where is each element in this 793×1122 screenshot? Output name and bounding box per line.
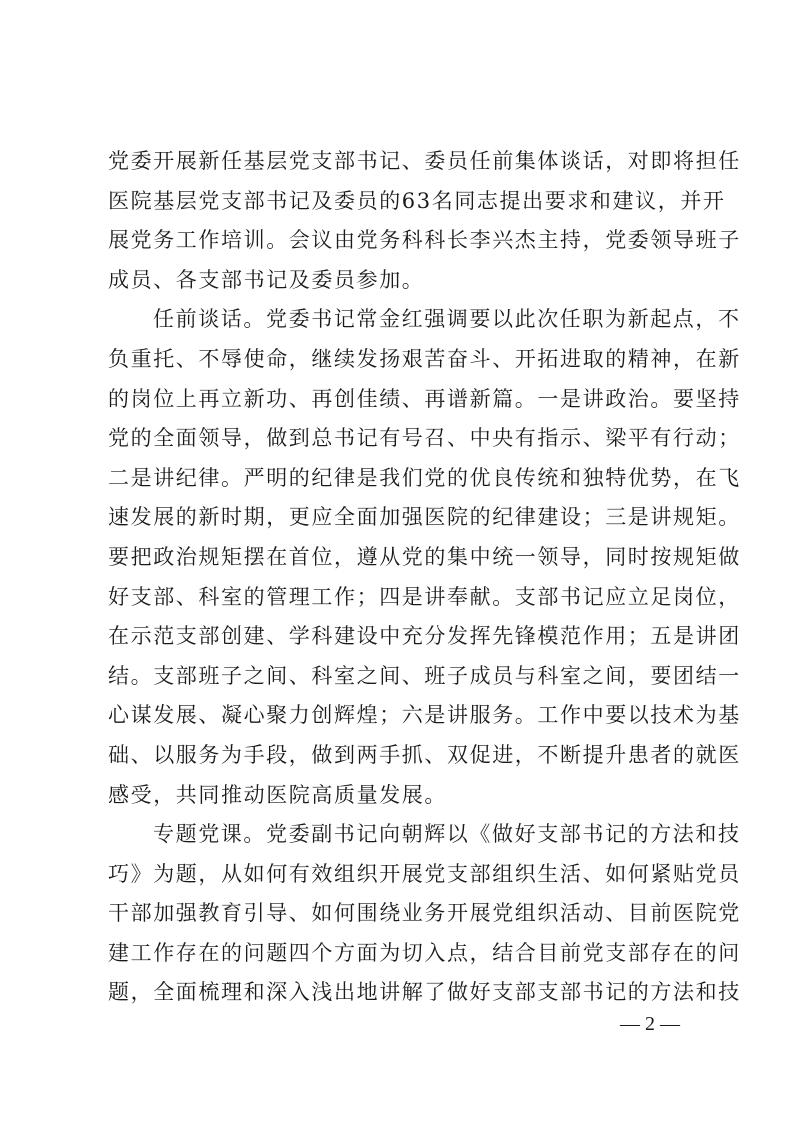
text-line: 题，全面梳理和深入浅出地讲解了做好支部支部书记的方法和技 bbox=[108, 980, 741, 1005]
text-line: 二是讲纪律。严明的纪律是我们党的优良传统和独特优势，在飞 bbox=[108, 465, 741, 490]
text-line: 好支部、科室的管理工作；四是讲奉献。支部书记应立足岗位， bbox=[108, 584, 741, 609]
text-line: 心谋发展、凝心聚力创辉煌；六是讲服务。工作中要以技术为基 bbox=[108, 703, 741, 728]
text-line: 的岗位上再立新功、再创佳绩、再谱新篇。一是讲政治。要坚持 bbox=[108, 386, 741, 411]
text-line: 医院基层党支部书记及委员的63名同志提出要求和建议，并开 bbox=[108, 188, 726, 213]
text-line: 党的全面领导，做到总书记有号召、中央有指示、梁平有行动； bbox=[108, 426, 741, 451]
text-line: 础、以服务为手段，做到两手抓、双促进，不断提升患者的就医 bbox=[108, 742, 741, 767]
paragraph-start-line: 专题党课。党委副书记向朝辉以《做好支部书记的方法和技 bbox=[153, 822, 741, 847]
text-line: 速发展的新时期，更应全面加强医院的纪律建设；三是讲规矩。 bbox=[108, 505, 741, 530]
text-line: 干部加强教育引导、如何围绕业务开展党组织活动、目前医院党 bbox=[108, 901, 741, 926]
text-line: 成员、各支部书记及委员参加。 bbox=[108, 267, 425, 292]
text-line: 展党务工作培训。会议由党务科科长李兴杰主持，党委领导班子 bbox=[108, 228, 741, 253]
text-line: 党委开展新任基层党支部书记、委员任前集体谈话，对即将担任 bbox=[108, 149, 741, 173]
text-line: 结。支部班子之间、科室之间、班子成员与科室之间，要团结一 bbox=[108, 663, 741, 688]
paragraph-start-line: 任前谈话。党委书记常金红强调要以此次任职为新起点，不 bbox=[153, 307, 741, 332]
text-line: 感受，共同推动医院高质量发展。 bbox=[108, 782, 447, 807]
text-line: 建工作存在的问题四个方面为切入点，结合目前党支部存在的问 bbox=[108, 940, 741, 965]
text-line: 负重托、不辱使命，继续发扬艰苦奋斗、开拓进取的精神，在新 bbox=[108, 346, 741, 371]
page-number: — 2 — bbox=[620, 1013, 680, 1035]
text-line: 要把政治规矩摆在首位，遵从党的集中统一领导，同时按规矩做 bbox=[108, 544, 741, 569]
text-line: 巧》为题，从如何有效组织开展党支部组织生活、如何紧贴党员 bbox=[108, 861, 741, 886]
body-text bbox=[108, 142, 741, 1013]
text-line: 在示范支部创建、学科建设中充分发挥先锋模范作用；五是讲团 bbox=[108, 624, 741, 649]
